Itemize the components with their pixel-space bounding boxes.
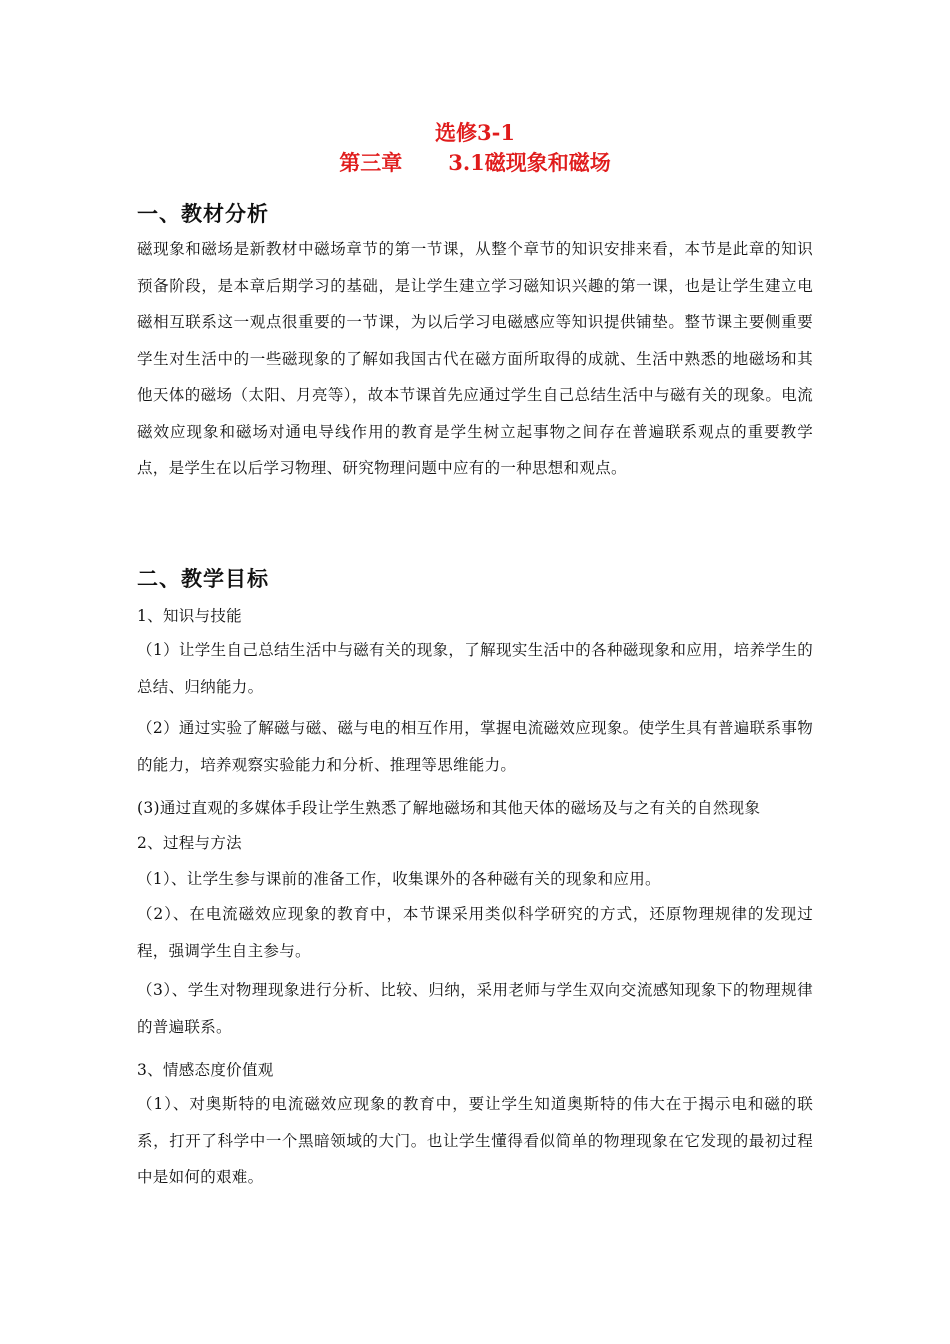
process-item-1: （1）、让学生参与课前的准备工作，收集课外的各种磁有关的现象和应用。 [137,870,661,888]
subsection-emotion-values: 3、情感态度价值观 [137,1061,274,1079]
knowledge-item-1: （1）让学生自己总结生活中与磁有关的现象，了解现实生活中的各种磁现象和应用，培养学生的总结、归纳能力。 [137,641,813,696]
process-item-3: （3）、学生对物理现象进行分析、比较、归纳，采用老师与学生双向交流感知现象下的物理规律的普遍联系。 [137,981,813,1036]
chapter-label: 第三章 [339,150,403,175]
lesson-title: 3.1磁现象和磁场 [448,150,611,175]
analysis-paragraph: 磁现象和磁场是新教材中磁场章节的第一节课，从整个章节的知识安排来看，本节是此章的知识预备阶段，是本章后期学习的基础，是让学生建立学习磁知识兴趣的第一课，也是让学生建立电磁相互联系这一观点很重要的一节课，为以后学习电磁感应等知识提供铺垫。整节课主要侧重要学生对生活中的一些磁现象的了解如我国古代在磁方面所取得的成就、生活中熟悉的地磁场和其他天体的磁场（太阳、月亮等），故本节课首先应通过学生自己总结生活中与磁有关的现象。电流磁效应现象和磁场对通电导线作用的教育是学生树立起事物之间存在普遍联系观点的重要教学点，是学生在以后学习物理、研究物理问题中应有的一种思想和观点。 [137,240,813,477]
lesson-title-line [0,148,950,178]
knowledge-item-3: (3)通过直观的多媒体手段让学生熟悉了解地磁场和其他天体的磁场及与之有关的自然现象 [137,799,761,817]
section-heading-analysis: 一、教材分析 [137,202,269,226]
emotion-item-1: （1）、对奥斯特的电流磁效应现象的教育中，要让学生知道奥斯特的伟大在于揭示电和磁的联系，打开了科学中一个黑暗领域的大门。也让学生懂得看似简单的物理现象在它发现的最初过程中是如何的艰难。 [137,1095,813,1186]
process-item-2: （2）、在电流磁效应现象的教育中，本节课采用类似科学研究的方式，还原物理规律的发现过程，强调学生自主参与。 [137,905,813,960]
title-block [0,118,950,178]
section-heading-objectives: 二、教学目标 [137,567,269,591]
subsection-knowledge-skills: 1、知识与技能 [137,607,242,625]
course-title: 选修3-1 [435,120,515,145]
knowledge-item-2: （2）通过实验了解磁与磁、磁与电的相互作用，掌握电流磁效应现象。使学生具有普遍联系事物的能力，培养观察实验能力和分析、推理等思维能力。 [137,719,813,774]
subsection-process-methods: 2、过程与方法 [137,834,242,852]
